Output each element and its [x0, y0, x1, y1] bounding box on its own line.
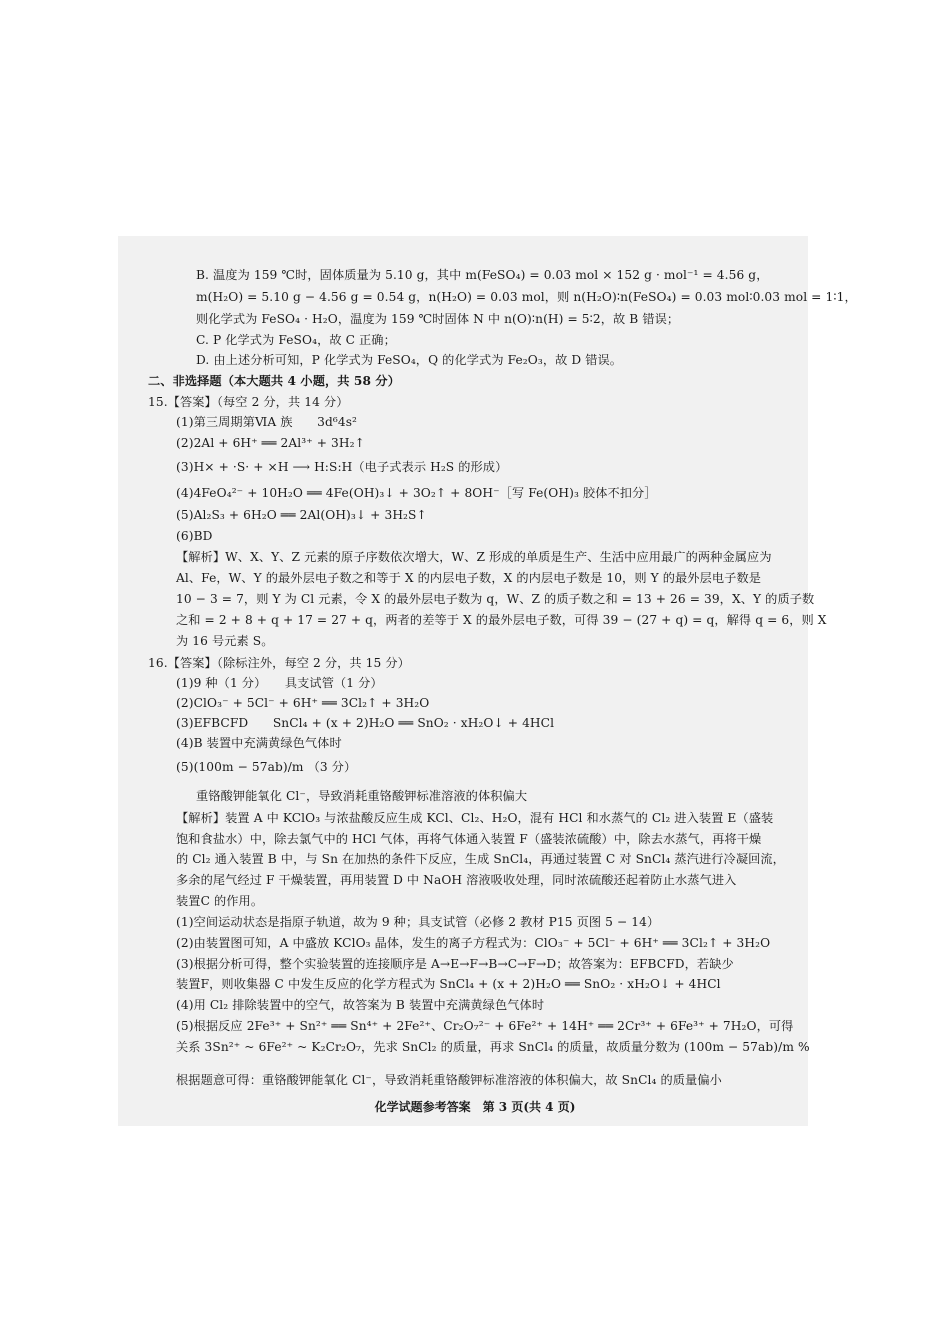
text-line: (5)(100m − 57ab)/m （3 分）	[176, 760, 357, 774]
text-line: 装置F，则收集器 C 中发生反应的化学方程式为 SnCl₄ + (x + 2)H₂O ══ SnO₂ · xH₂O↓ + 4HCl	[176, 977, 721, 991]
text-line: m(H₂O) = 5.10 g − 4.56 g = 0.54 g，n(H₂O) = 0.03 mol，则 n(H₂O)∶n(FeSO₄) = 0.03 mol∶0.03 mol = 1∶1，	[196, 290, 857, 304]
text-line: (1)第三周期第ⅥA 族 3d⁶4s²	[176, 415, 358, 429]
text-line: 【解析】W、X、Y、Z 元素的原子序数依次增大，W、Z 形成的单质是生产、生活中应用最广的两种金属应为	[176, 550, 772, 564]
text-line: (5)根据反应 2Fe³⁺ + Sn²⁺ ══ Sn⁴⁺ + 2Fe²⁺、Cr₂O₇²⁻ + 6Fe²⁺ + 14H⁺ ══ 2Cr³⁺ + 6Fe³⁺ + 7H₂O，可得	[176, 1019, 794, 1033]
text-line: 装置C 的作用。	[176, 894, 264, 908]
text-line: (4)4FeO₄²⁻ + 10H₂O ══ 4Fe(OH)₃↓ + 3O₂↑ + 8OH⁻［写 Fe(OH)₃ 胶体不扣分］	[176, 486, 657, 500]
text-line: 根据题意可得：重铬酸钾能氧化 Cl⁻，导致消耗重铬酸钾标准溶液的体积偏大，故 SnCl₄ 的质量偏小	[176, 1073, 722, 1087]
text-line: 为 16 号元素 S。	[176, 634, 274, 648]
text-line: 饱和食盐水）中，除去氯气中的 HCl 气体，再将气体通入装置 F（盛装浓硫酸）中，除去水蒸气，再将干燥	[176, 832, 762, 846]
text-line: C. P 化学式为 FeSO₄，故 C 正确；	[196, 333, 396, 347]
text-line: 16.【答案】（除标注外，每空 2 分，共 15 分）	[148, 656, 410, 670]
text-line: (6)BD	[176, 529, 213, 543]
text-line: 关系 3Sn²⁺ ~ 6Fe²⁺ ~ K₂Cr₂O₇，先求 SnCl₂ 的质量，再求 SnCl₄ 的质量，故质量分数为 (100m − 57ab)/m %	[176, 1040, 810, 1054]
text-line: 多余的尾气经过 F 干燥装置，再用装置 D 中 NaOH 溶液吸收处理，同时浓硫酸还起着防止水蒸气进入	[176, 873, 737, 887]
text-line: B. 温度为 159 ℃时，固体质量为 5.10 g，其中 m(FeSO₄) = 0.03 mol × 152 g · mol⁻¹ = 4.56 g，	[196, 268, 769, 282]
text-line: 10 − 3 = 7，则 Y 为 Cl 元素，令 X 的最外层电子数为 q，W、Z 的质子数之和 = 13 + 26 = 39，X、Y 的质子数	[176, 592, 815, 606]
text-line: (4)用 Cl₂ 排除装置中的空气，故答案为 B 装置中充满黄绿色气体时	[176, 998, 545, 1012]
text-line: (3)H× + ·S· + ×H ⟶ H:S:H（电子式表示 H₂S 的形成）	[176, 460, 508, 474]
text-line: 之和 = 2 + 8 + q + 17 = 27 + q，两者的差等于 X 的最外层电子数，可得 39 − (27 + q) = q，解得 q = 6，则 X	[176, 613, 827, 627]
text-line: (2)ClO₃⁻ + 5Cl⁻ + 6H⁺ ══ 3Cl₂↑ + 3H₂O	[176, 696, 430, 710]
text-line: (5)Al₂S₃ + 6H₂O ══ 2Al(OH)₃↓ + 3H₂S↑	[176, 508, 427, 522]
text-line: (1)空间运动状态是指原子轨道，故为 9 种；具支试管（必修 2 教材 P15 页图 5 − 14）	[176, 915, 660, 929]
text-line: 的 Cl₂ 通入装置 B 中，与 Sn 在加热的条件下反应，生成 SnCl₄，再通过装置 C 对 SnCl₄ 蒸汽进行冷凝回流，	[176, 852, 785, 866]
text-line: 15.【答案】（每空 2 分，共 14 分）	[148, 395, 349, 409]
page-footer: 化学试题参考答案 第 3 页(共 4 页)	[374, 1100, 576, 1114]
section-heading: 二、非选择题（本大题共 4 小题，共 58 分）	[148, 374, 400, 388]
text-line: 【解析】装置 A 中 KClO₃ 与浓盐酸反应生成 KCl、Cl₂、H₂O，混有 HCl 和水蒸气的 Cl₂ 进入装置 E（盛装	[176, 811, 774, 825]
text-line: Al、Fe，W、Y 的最外层电子数之和等于 X 的内层电子数，X 的内层电子数是 10，则 Y 的最外层电子数是	[176, 571, 762, 585]
text-line: (1)9 种（1 分） 具支试管（1 分）	[176, 676, 383, 690]
text-line: 重铬酸钾能氧化 Cl⁻，导致消耗重铬酸钾标准溶液的体积偏大	[196, 789, 528, 803]
text-line: (4)B 装置中充满黄绿色气体时	[176, 736, 342, 750]
text-line: (2)由装置图可知，A 中盛放 KClO₃ 晶体，发生的离子方程式为：ClO₃⁻ + 5Cl⁻ + 6H⁺ ══ 3Cl₂↑ + 3H₂O	[176, 936, 771, 950]
text-line: (3)根据分析可得，整个实验装置的连接顺序是 A→E→F→B→C→F→D；故答案为：EFBCFD，若缺少	[176, 957, 734, 971]
text-line: D. 由上述分析可知，P 化学式为 FeSO₄，Q 的化学式为 Fe₂O₃，故 D 错误。	[196, 353, 623, 367]
text-line: (2)2Al + 6H⁺ ══ 2Al³⁺ + 3H₂↑	[176, 436, 365, 450]
text-line: 则化学式为 FeSO₄ · H₂O，温度为 159 ℃时固体 N 中 n(O)∶n(H) = 5∶2，故 B 错误；	[196, 312, 680, 326]
text-line: (3)EFBCFD SnCl₄ + (x + 2)H₂O ══ SnO₂ · xH₂O↓ + 4HCl	[176, 716, 555, 730]
